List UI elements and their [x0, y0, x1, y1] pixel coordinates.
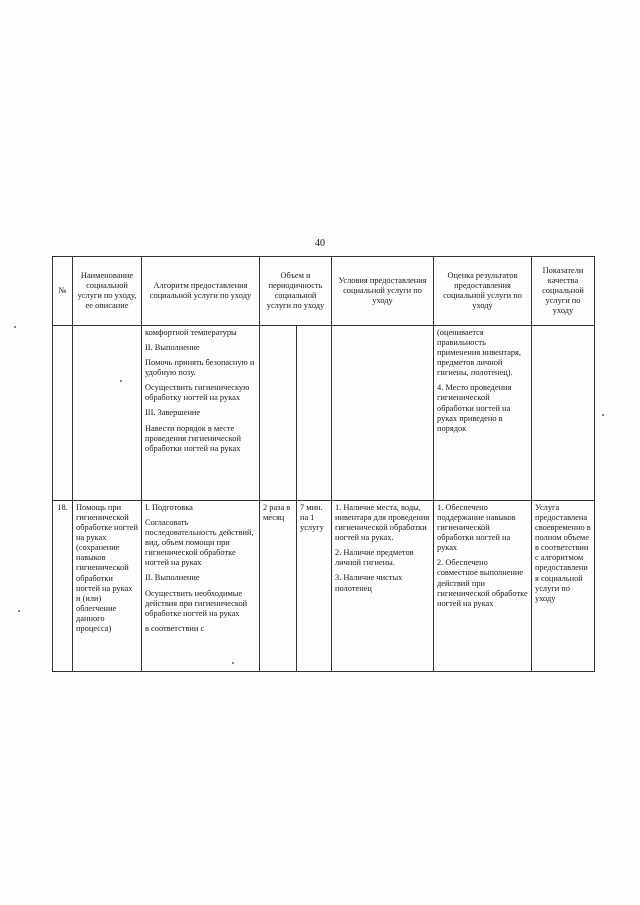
table-header-row	[53, 257, 595, 326]
algorithm-line: Осуществить гигиеническую обработку ногтей на руках	[145, 383, 250, 403]
cell-periodicity	[260, 326, 297, 501]
condition-line: 3. Наличие чистых полотенец	[335, 573, 403, 593]
cell-name	[73, 326, 142, 501]
services-table	[52, 256, 595, 672]
scan-speck	[120, 380, 122, 382]
cell-conditions	[332, 501, 434, 672]
header-quality: Показатели качества социальной услуги по уходу	[532, 257, 595, 326]
scan-speck	[232, 662, 234, 664]
header-name: Наименование социальной услуги по уходу, ее описание	[73, 257, 142, 326]
cell-volume: 7 мин. на 1 услугу	[297, 501, 332, 672]
cell-evaluation	[434, 501, 532, 672]
algorithm-line: Осуществить необходимые действия при гигиенической обработке ногтей на руках	[145, 588, 248, 618]
algorithm-line: Помочь принять безопасную и удобную позу.	[145, 358, 255, 378]
algorithm-line: II. Выполнение	[145, 343, 200, 353]
cell-algorithm	[142, 501, 260, 672]
cell-name: Помощь при гигиенической обработке ногтей на руках (сохранение навыков гигиенической обработки ногтей на руках и (или) облегчение данного процесса)	[73, 501, 142, 672]
scan-speck	[18, 610, 20, 612]
header-conditions: Условия предоставления социальной услуги по уходу	[332, 257, 434, 326]
evaluation-line: 2. Обеспечено совместное выполнение действий при гигиенической обработке ногтей на руках	[437, 558, 528, 608]
cell-algorithm	[142, 326, 260, 501]
condition-line: 1. Наличие места, воды, инвентаря для проведения гигиенической обработки ногтей на руках.	[335, 503, 430, 543]
header-algorithm: Алгоритм предоставления социальной услуги по уходу	[142, 257, 260, 326]
scan-speck	[602, 414, 604, 416]
algorithm-line: II. Выполнение	[145, 573, 200, 583]
cell-periodicity: 2 раза в месяц	[260, 501, 297, 672]
header-num: №	[53, 257, 73, 326]
scan-speck	[14, 326, 16, 328]
page-number: 40	[315, 238, 325, 249]
algorithm-line: III. Завершение	[145, 408, 201, 418]
cell-conditions	[332, 326, 434, 501]
algorithm-line: I. Подготовка	[145, 503, 193, 512]
header-volume: Объем и периодичность социальной услуги по уходу	[260, 257, 332, 326]
evaluation-line: 1. Обеспечено поддержание навыков гигиенической обработки ногтей на руках	[437, 503, 516, 553]
header-evaluation: Оценка результатов предоставления социальной услуги по уходу	[434, 257, 532, 326]
cell-evaluation	[434, 326, 532, 501]
algorithm-line: Навести порядок в месте проведения гигиенической обработки ногтей на руках	[145, 423, 241, 453]
cell-quality: Услуга предоставлена своевременно в полном объеме в соответствии с алгоритмом предоставления социальной услуги по уходу	[532, 501, 595, 672]
cell-quality	[532, 326, 595, 501]
table-row-continuation	[53, 326, 595, 501]
cell-num: 18.	[53, 501, 73, 672]
algorithm-line: комфортной температуры	[145, 328, 237, 337]
cell-num	[53, 326, 73, 501]
condition-line: 2. Наличие предметов личной гигиены.	[335, 548, 414, 568]
evaluation-line: 4. Место проведения гигиенической обработки ногтей на руках приведено в порядок	[437, 383, 512, 433]
algorithm-line: Согласовать последовательность действий, вид, объем помощи при гигиенической обработке ногтей на руках	[145, 518, 254, 568]
algorithm-line: в соответствии с	[145, 623, 205, 633]
table-row-18	[53, 501, 595, 672]
evaluation-line: (оценивается правильность применения инвентаря, предметов личной гигиены, полотенец).	[437, 328, 521, 378]
cell-volume	[297, 326, 332, 501]
